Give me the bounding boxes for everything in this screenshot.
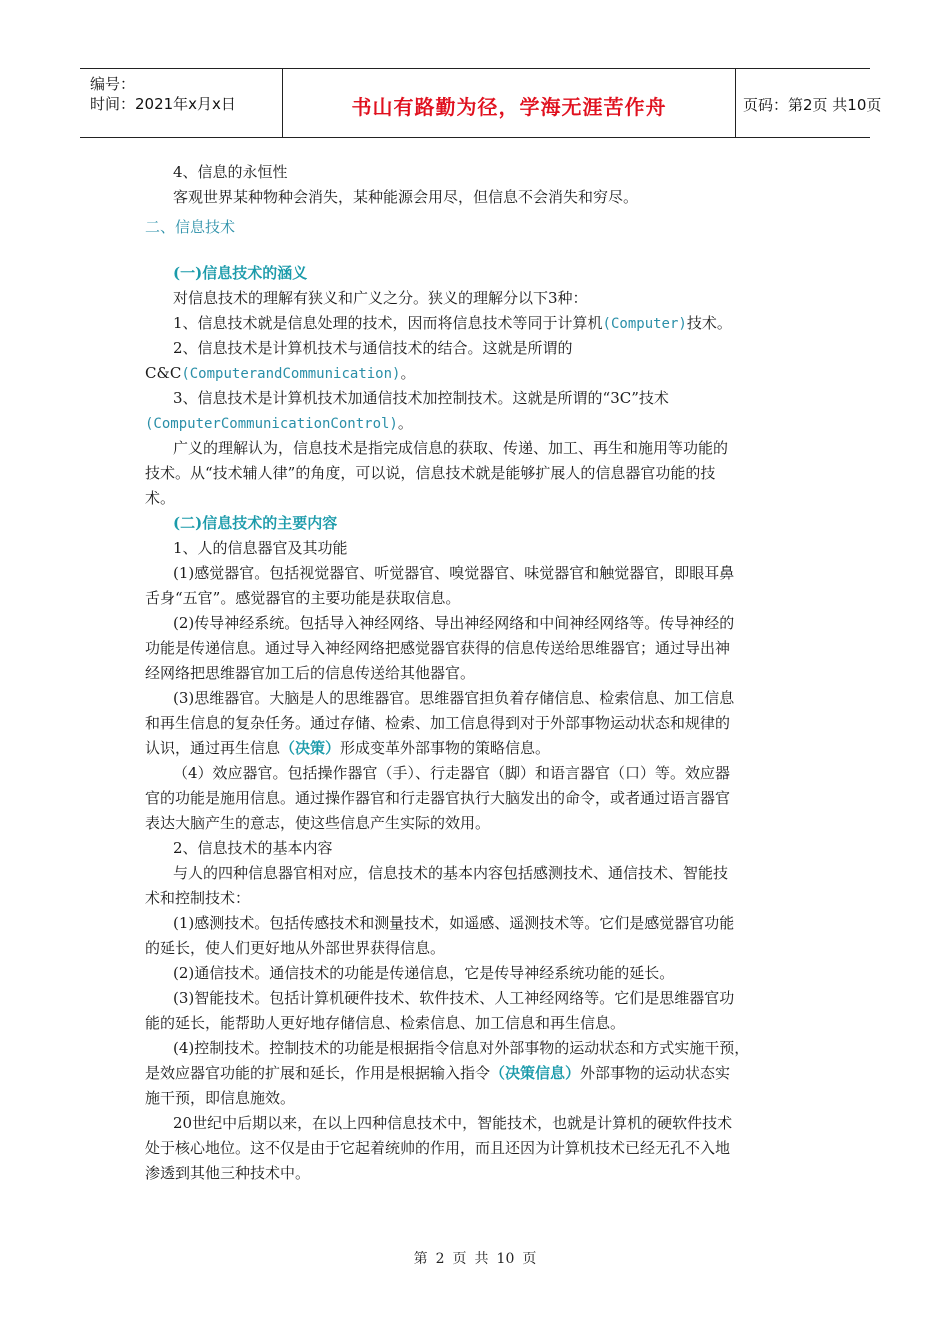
paragraph-line: 的延长，使人们更好地从外部世界获得信息。: [145, 939, 446, 957]
paragraph-line: 官的功能是施用信息。通过操作器官和行走器官执行大脑发出的命令，或者通过语言器官: [145, 789, 731, 807]
text-run: 是效应器官功能的扩展和延长，作用是根据输入指令: [145, 1064, 491, 1082]
paragraph-line: 广义的理解认为，信息技术是指完成信息的获取、传递、加工、再生和施用等功能的: [173, 439, 729, 457]
paragraph-line: 舌身“五官”。感觉器官的主要功能是获取信息。: [145, 589, 461, 607]
paragraph-line: 渗透到其他三种技术中。: [145, 1164, 311, 1182]
paragraph-line: 4、信息的永恒性: [173, 163, 288, 181]
paragraph-line: (3)智能技术。包括计算机硬件技术、软件技术、人工神经网络等。它们是思维器官功: [173, 989, 735, 1007]
header-center-cell: [282, 69, 736, 137]
paragraph-line: [145, 413, 413, 434]
term-cc: (ComputerandCommunication): [181, 366, 401, 382]
term-decision: （决策）: [280, 739, 341, 757]
number-label: 编号：: [90, 75, 136, 93]
footer-page-number: 2: [435, 1251, 445, 1267]
text-run: 。: [397, 414, 413, 432]
motto: 书山有路勤为径，学海无涯苦作舟: [351, 95, 667, 119]
footer-total-pages: 10: [496, 1251, 515, 1267]
paragraph-line: (1)感觉器官。包括视觉器官、听觉器官、嗅觉器官、味觉器官和触觉器官，即眼耳鼻: [173, 564, 735, 582]
text-run: 。: [400, 364, 416, 382]
paragraph-line: (4)控制技术。控制技术的功能是根据指令信息对外部事物的运动状态和方式实施干预，: [173, 1039, 750, 1057]
term-computer: (Computer): [602, 316, 687, 332]
paragraph-line: [145, 363, 415, 384]
section-heading: 二、信息技术: [145, 218, 236, 236]
text-run: 技术。: [686, 314, 732, 332]
paragraph-line: 和再生信息的复杂任务。通过存储、检索、加工信息得到对于外部事物运动状态和规律的: [145, 714, 731, 732]
paragraph-line: [145, 1063, 730, 1083]
paragraph-line: 处于核心地位。这不仅是由于它起着统帅的作用，而且还因为计算机技术已经无孔不入地: [145, 1139, 731, 1157]
paragraph-line: (2)传导神经系统。包括导入神经网络、导出神经网络和中间神经网络等。传导神经的: [173, 614, 735, 632]
page-footer: [0, 1248, 950, 1268]
paragraph-line: 对信息技术的理解有狭义和广义之分。狭义的理解分以下3种：: [173, 289, 588, 307]
paragraph-line: 技术。从“技术辅人律”的角度，可以说，信息技术就是能够扩展人的信息器官功能的技: [145, 464, 716, 482]
paragraph-line: [173, 313, 732, 334]
paragraph-line: 2、信息技术是计算机技术与通信技术的结合。这就是所谓的: [173, 339, 573, 357]
paragraph-line: 与人的四种信息器官相对应，信息技术的基本内容包括感测技术、通信技术、智能技: [173, 864, 729, 882]
header-right-cell: [735, 69, 882, 137]
paragraph-line: 客观世界某种物种会消失，某种能源会用尽，但信息不会消失和穷尽。: [173, 188, 639, 206]
text-run: 1、信息技术就是信息处理的技术，因而将信息技术等同于计算机: [173, 314, 603, 332]
subsection-heading: (二)信息技术的主要内容: [173, 514, 338, 532]
paragraph-line: （4）效应器官。包括操作器官（手）、行走器官（脚）和语言器官（口）等。效应器: [173, 764, 731, 782]
term-decision-info: （决策信息）: [490, 1064, 581, 1082]
date-label: 时间：2021年x月x日: [90, 95, 236, 113]
term-3c: (ComputerCommunicationControl): [145, 416, 398, 432]
header-left-cell: [80, 69, 282, 137]
page-header: [80, 68, 882, 138]
footer-ye: 页: [452, 1251, 467, 1267]
paragraph-line: 术和控制技术：: [145, 889, 251, 907]
paragraph-line: 施干预，即信息施效。: [145, 1089, 296, 1107]
paragraph-line: 术。: [145, 489, 176, 507]
paragraph-line: 能的延长，能帮助人更好地存储信息、检索信息、加工信息和再生信息。: [145, 1014, 626, 1032]
text-run: 形成变革外部事物的策略信息。: [340, 739, 551, 757]
text-run: C&C: [145, 364, 182, 382]
paragraph-line: 2、信息技术的基本内容: [173, 839, 333, 857]
subsection-heading: (一)信息技术的涵义: [173, 264, 308, 282]
footer-ye: 页: [522, 1251, 537, 1267]
paragraph-line: 表达大脑产生的意志，使这些信息产生实际的效用。: [145, 814, 491, 832]
paragraph-line: (3)思维器官。大脑是人的思维器官。思维器官担负着存储信息、检索信息、加工信息: [173, 689, 735, 707]
footer-gong: 共: [474, 1251, 489, 1267]
paragraph-line: [145, 738, 550, 758]
text-run: 认识，通过再生信息: [145, 739, 281, 757]
page-info: 页码：第2页 共10页: [743, 96, 882, 114]
paragraph-line: (2)通信技术。通信技术的功能是传递信息，它是传导神经系统功能的延长。: [173, 964, 675, 982]
paragraph-line: 功能是传递信息。通过导入神经网络把感觉器官获得的信息传送给思维器官；通过导出神: [145, 639, 731, 657]
paragraph-line: 20世纪中后期以来，在以上四种信息技术中，智能技术，也就是计算机的硬软件技术: [173, 1114, 733, 1132]
footer-di: 第: [413, 1251, 428, 1267]
paragraph-line: 3、信息技术是计算机技术加通信技术加控制技术。这就是所谓的“3C”技术: [173, 389, 669, 407]
paragraph-line: 1、人的信息器官及其功能: [173, 539, 348, 557]
paragraph-line: (1)感测技术。包括传感技术和测量技术，如遥感、遥测技术等。它们是感觉器官功能: [173, 914, 735, 932]
paragraph-line: 经网络把思维器官加工后的信息传送给其他器官。: [145, 664, 476, 682]
text-run: 外部事物的运动状态实: [580, 1064, 731, 1082]
